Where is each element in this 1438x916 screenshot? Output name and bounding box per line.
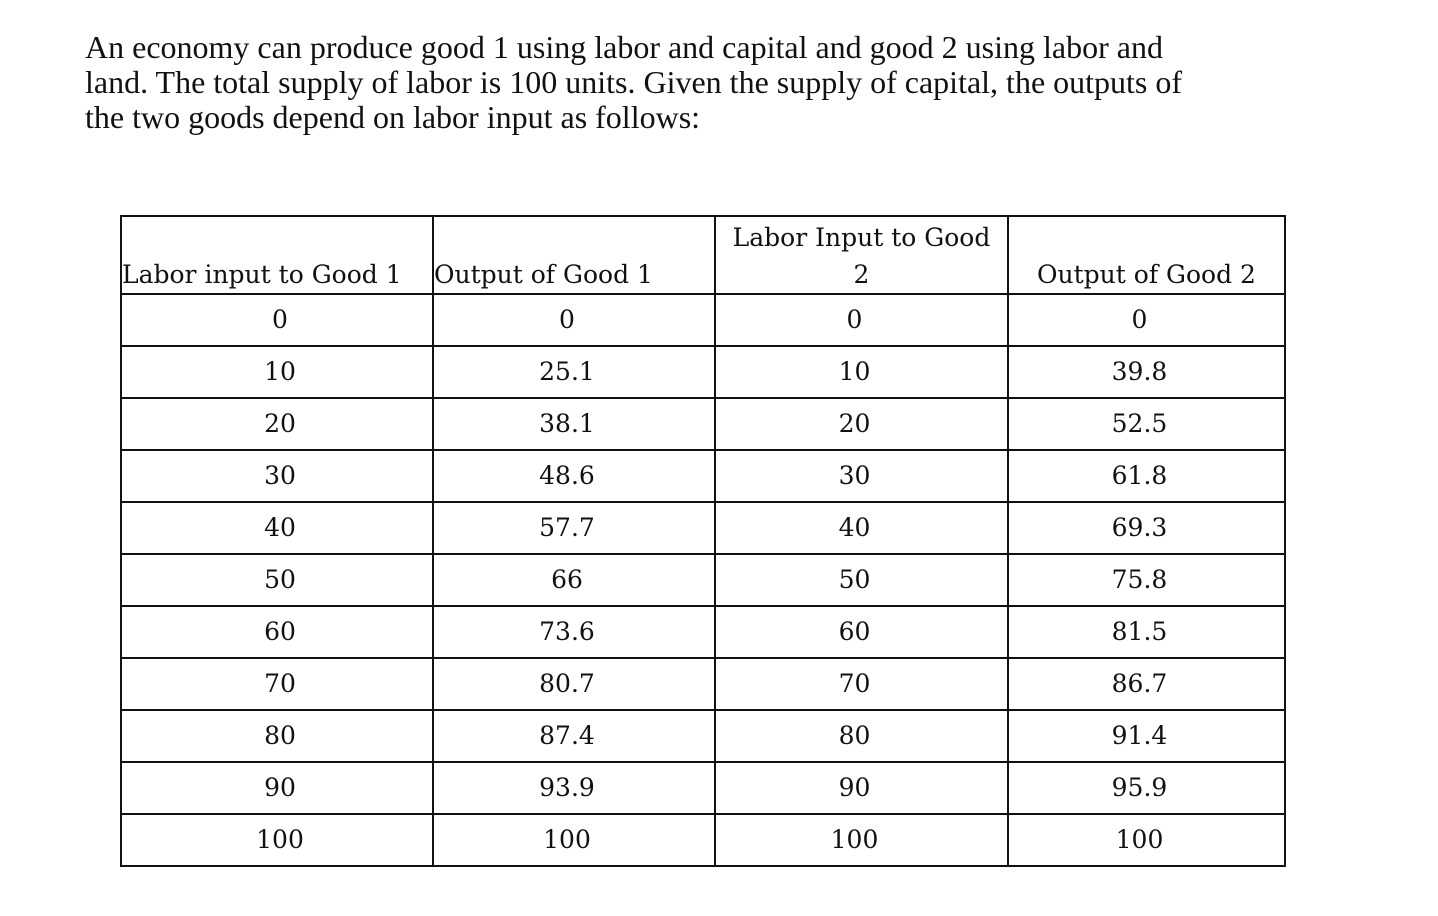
header-labor-good-2-line-1: Labor Input to Good	[732, 223, 991, 252]
output-good-2-cell: 52.5	[1008, 398, 1285, 450]
labor-good-2-cell: 60	[715, 606, 1008, 658]
output-good-1-cell: 93.9	[433, 762, 715, 814]
output-good-1-cell: 66	[433, 554, 715, 606]
labor-good-2-cell: 80	[715, 710, 1008, 762]
header-output-good-2: Output of Good 2	[1008, 216, 1285, 294]
output-good-2-cell: 69.3	[1008, 502, 1285, 554]
output-good-1-cell: 48.6	[433, 450, 715, 502]
labor-good-2-cell: 100	[715, 814, 1008, 866]
output-good-2-cell: 100	[1008, 814, 1285, 866]
table-row	[121, 346, 1285, 398]
table-row	[121, 450, 1285, 502]
output-good-1-cell: 100	[433, 814, 715, 866]
output-good-1-cell: 0	[433, 294, 715, 346]
table-row	[121, 762, 1285, 814]
output-good-2-cell: 61.8	[1008, 450, 1285, 502]
output-good-1-cell: 87.4	[433, 710, 715, 762]
labor-good-1-cell: 0	[121, 294, 433, 346]
output-good-1-cell: 80.7	[433, 658, 715, 710]
table-row	[121, 606, 1285, 658]
labor-good-2-cell: 0	[715, 294, 1008, 346]
labor-good-1-cell: 40	[121, 502, 433, 554]
table-row	[121, 658, 1285, 710]
labor-good-1-cell: 70	[121, 658, 433, 710]
output-good-2-cell: 75.8	[1008, 554, 1285, 606]
problem-statement-line-3: the two goods depend on labor input as follows:	[85, 99, 701, 135]
header-labor-good-2	[715, 216, 1008, 294]
header-labor-good-2-line-2: 2	[853, 260, 870, 289]
output-good-2-cell: 0	[1008, 294, 1285, 346]
problem-statement	[85, 30, 1325, 135]
labor-good-2-cell: 20	[715, 398, 1008, 450]
table-row	[121, 710, 1285, 762]
labor-good-2-cell: 30	[715, 450, 1008, 502]
header-labor-good-1: Labor input to Good 1	[121, 216, 433, 294]
table-header-row	[121, 216, 1285, 294]
output-good-1-cell: 38.1	[433, 398, 715, 450]
labor-good-2-cell: 90	[715, 762, 1008, 814]
labor-good-1-cell: 10	[121, 346, 433, 398]
labor-output-table	[120, 215, 1286, 867]
labor-good-1-cell: 20	[121, 398, 433, 450]
labor-good-2-cell: 10	[715, 346, 1008, 398]
labor-good-2-cell: 70	[715, 658, 1008, 710]
output-good-2-cell: 81.5	[1008, 606, 1285, 658]
output-good-2-cell: 39.8	[1008, 346, 1285, 398]
problem-statement-line-1: An economy can produce good 1 using labor and capital and good 2 using labor and	[85, 29, 1163, 65]
labor-good-2-cell: 40	[715, 502, 1008, 554]
output-good-2-cell: 86.7	[1008, 658, 1285, 710]
output-good-1-cell: 57.7	[433, 502, 715, 554]
output-good-1-cell: 25.1	[433, 346, 715, 398]
labor-good-2-cell: 50	[715, 554, 1008, 606]
output-good-2-cell: 95.9	[1008, 762, 1285, 814]
labor-good-1-cell: 80	[121, 710, 433, 762]
output-good-2-cell: 91.4	[1008, 710, 1285, 762]
table-row	[121, 398, 1285, 450]
table-row	[121, 294, 1285, 346]
labor-good-1-cell: 90	[121, 762, 433, 814]
labor-good-1-cell: 100	[121, 814, 433, 866]
header-output-good-1: Output of Good 1	[433, 216, 715, 294]
table-row	[121, 502, 1285, 554]
table-row	[121, 554, 1285, 606]
output-good-1-cell: 73.6	[433, 606, 715, 658]
problem-statement-line-2: land. The total supply of labor is 100 units. Given the supply of capital, the outputs of	[85, 64, 1183, 100]
labor-good-1-cell: 30	[121, 450, 433, 502]
labor-good-1-cell: 50	[121, 554, 433, 606]
table-row	[121, 814, 1285, 866]
labor-good-1-cell: 60	[121, 606, 433, 658]
